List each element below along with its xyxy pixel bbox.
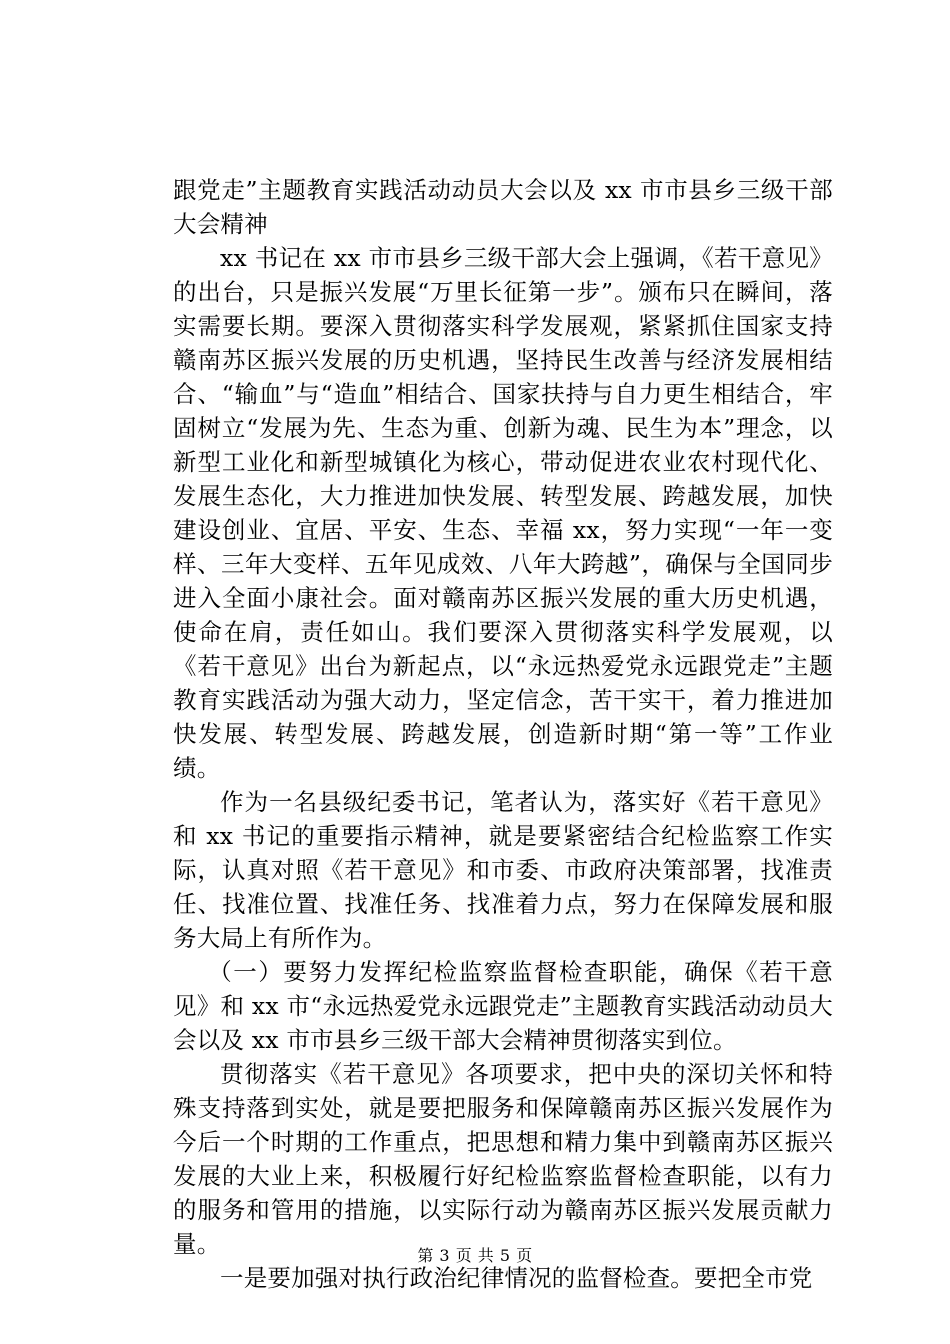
paragraph-secretary-speech: xx 书记在 xx 市市县乡三级干部大会上强调，《若干意见》的出台，只是振兴发展“万里长征第一步”。颁布只在瞬间，落实需要长期。要深入贯彻落实科学发展观，紧紧抓住国家支持赣南苏区振兴发展的历史机遇，坚持民生改善与经济发展相结合、“输血”与“造血”相结合、国家扶持与自力更生相结合，牢固树立“发展为先、生态为重、创新为魂、民生为本”理念，以新型工业化和新型城镇化为核心，带动促进农业农村现代化、发展生态化，大力推进加快发展、转型发展、跨越发展，加快建设创业、宜居、平安、生态、幸福 xx，努力实现“一年一变样、三年大变样、五年见成效、八年大跨越”，确保与全国同步进入全面小康社会。面对赣南苏区振兴发展的重大历史机遇，使命在肩，责任如山。我们要深入贯彻落实科学发展观，以《若干意见》出台为新起点，以“永远热爱党永远跟党走”主题教育实践活动为强大动力，坚定信念，苦干实干，着力推进加快发展、转型发展、跨越发展，创造新时期“第一等”工作业绩。 xyxy=(173,244,833,782)
paragraph-point-one: 一是要加强对执行政治纪律情况的监督检查。要把全市党 xyxy=(220,1264,813,1292)
paragraph-implementation: 贯彻落实《若干意见》各项要求，把中央的深切关怀和特殊支持落到实处，就是要把服务和保障赣南苏区振兴发展作为今后一个时期的工作重点，把思想和精力集中到赣南苏区振兴发展的大业上来，积极履行好纪检监察监督检查职能，以有力的服务和管用的措施，以实际行动为赣南苏区振兴发展贡献力量。 xyxy=(173,1060,833,1258)
paragraph-continuation: 跟党走”主题教育实践活动动员大会以及 xx 市市县乡三级干部大会精神 xyxy=(173,176,833,238)
document-body xyxy=(173,173,833,1295)
paragraph-author-view: 作为一名县级纪委书记，笔者认为，落实好《若干意见》和 xx 书记的重要指示精神，就是要紧密结合纪检监察工作实际，认真对照《若干意见》和市委、市政府决策部署，找准责任、找准位置、找准任务、找准着力点，努力在保障发展和服务大局上有所作为。 xyxy=(173,788,833,952)
page-number-footer: 第 3 页 共 5 页 xyxy=(417,1246,533,1265)
section-heading-one: （一）要努力发挥纪检监察监督检查职能，确保《若干意见》和 xx 市“永远热爱党永远跟党走”主题教育实践活动动员大会以及 xx 市市县乡三级干部大会精神贯彻落实到位。 xyxy=(173,958,833,1054)
